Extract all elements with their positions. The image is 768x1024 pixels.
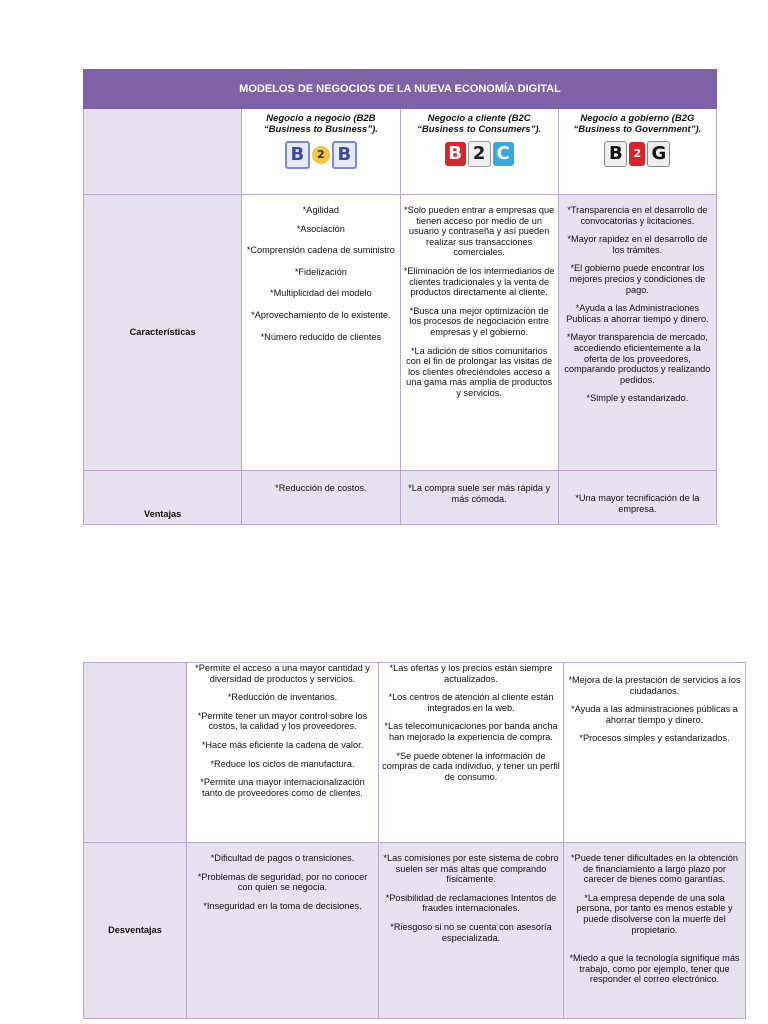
list-item: *Busca una mejor optimización de los procesos de negociación entre empresas y el gobierno. xyxy=(409,305,549,337)
list-item: *Los centros de atención al cliente están integrados en la web. xyxy=(388,692,554,713)
desventajas-b2b xyxy=(187,843,379,1019)
list-item: *La adición de sitios comunitarios con el fin de prolongar las visitas de los clientes ofreciéndoles acceso a una gama más amplia de productos y servicios. xyxy=(406,345,553,398)
list-item: *Multiplicidad del modelo xyxy=(270,288,372,299)
header-b2g-line1: Negocio a gobierno (B2G xyxy=(580,113,695,124)
list-item: *Procesos simples y estandarizados. xyxy=(579,733,730,744)
header-b2b xyxy=(242,109,400,195)
list-item: *Reduce los ciclos de manufactura. xyxy=(210,758,355,769)
list-item: *Hace más eficiente la cadena de valor. xyxy=(201,739,364,750)
b2c-logo-2: 2 xyxy=(468,141,491,167)
header-b2b-line2: “Business to Business”). xyxy=(263,124,378,135)
caracteristicas-b2c xyxy=(400,195,558,471)
list-item: *Ayuda a las administraciones públicas a ahorrar tiempo y dinero. xyxy=(571,704,738,725)
b2g-logo xyxy=(604,141,670,167)
b2g-logo-g: G xyxy=(647,141,670,167)
ventajas-cont-b2b xyxy=(187,663,379,843)
list-item: *Ayuda a las Administraciones Publicas a ahorrar tiempo y dinero. xyxy=(566,303,709,324)
list-item: *Dificultad de pagos o transiciones. xyxy=(210,853,355,863)
header-b2c xyxy=(400,109,558,195)
list-item: *Miedo a que la tecnología signifique más trabajo, como por ejemplo, tener que responder el correo electrónico. xyxy=(569,953,740,985)
business-models-table-continued xyxy=(83,662,746,1019)
business-models-table xyxy=(83,69,717,525)
list-item: *Permite tener un mayor control sobre los costos, la calidad y los proveedores. xyxy=(197,710,368,732)
list-item: *Permite una mayor internacionalización tanto de proveedores como de clientes. xyxy=(200,777,365,798)
header-b2g-line2: “Business to Government”). xyxy=(573,124,702,135)
list-item: *Transparencia en el desarrollo de convocatorias y licitaciones. xyxy=(567,205,708,226)
header-empty-cell xyxy=(84,109,242,195)
ventajas-b2c: *La compra suele ser más rápida y más cómoda. xyxy=(400,471,558,525)
header-b2c-line1: Negocio a cliente (B2C xyxy=(427,113,531,124)
b2c-logo-c: C xyxy=(493,142,514,166)
list-item: *Agilidad xyxy=(302,205,339,215)
list-item: *Comprensión cadena de suministro xyxy=(246,245,395,256)
header-b2b-line1: Negocio a negocio (B2B xyxy=(266,113,376,124)
caracteristicas-label: Características xyxy=(84,195,242,471)
list-item: *Problemas de seguridad, por no conocer con quien se negocia. xyxy=(197,871,368,893)
list-item: *Fidelización xyxy=(294,266,347,277)
list-item: *Solo pueden entrar a empresas que tienen acceso por medio de un usuario y contraseña y así pueden realizar sus transacciones comerciales. xyxy=(404,205,555,258)
header-b2c-line2: “Business to Consumers”). xyxy=(417,124,542,135)
b2b-logo-b2: B xyxy=(332,141,357,169)
b2g-logo-2: 2 xyxy=(629,142,645,166)
list-item: *Las ofertas y los precios están siempre actualizados. xyxy=(389,663,553,684)
list-item: *El gobierno puede encontrar los mejores precios y condiciones de pago. xyxy=(569,263,706,295)
b2b-logo xyxy=(285,141,357,169)
list-item: *Asociación xyxy=(296,223,345,234)
table-title: MODELOS DE NEGOCIOS DE LA NUEVA ECONOMÍA DIGITAL xyxy=(84,70,717,109)
desventajas-label: Desventajas xyxy=(84,843,187,1019)
b2g-logo-b: B xyxy=(604,141,627,167)
list-item: *Permite el acceso a una mayor cantidad y diversidad de productos y servicios. xyxy=(195,663,370,684)
desventajas-b2g xyxy=(564,843,746,1019)
ventajas-cont-label-cell xyxy=(84,663,187,843)
desventajas-b2c xyxy=(379,843,564,1019)
list-item: *Aprovechamiento de lo existente. xyxy=(251,309,391,320)
ventajas-b2b: *Reducción de costos. xyxy=(242,471,400,525)
list-item: *Las comisiones por este sistema de cobro suelen ser más altas que comprando físicamente. xyxy=(383,853,559,885)
list-item: *Reducción de inventarios. xyxy=(227,692,338,703)
header-b2g xyxy=(558,109,716,195)
ventajas-cont-b2c xyxy=(379,663,564,843)
b2c-logo xyxy=(445,141,514,167)
b2b-logo-2: 2 xyxy=(312,146,330,164)
list-item: *Eliminación de los intermediarios de clientes tradicionales y la venta de productos directamente al cliente. xyxy=(403,265,555,298)
list-item: *Se puede obtener la información de compras de cada individuo, y tener un perfil de consumo. xyxy=(382,750,560,782)
ventajas-label: Ventajas xyxy=(84,471,242,525)
list-item: *La empresa depende de una sola persona, por tanto es menos estable y puede disolverse con la muerte del propietario. xyxy=(576,892,733,935)
ventajas-b2g: *Una mayor tecnificación de la empresa. xyxy=(558,471,716,525)
b2b-logo-b1: B xyxy=(285,141,310,169)
list-item: *Puede tener dificultades en la obtención de financiamiento a largo plazo por carecer de bienes como garantías. xyxy=(570,853,739,885)
list-item: *Mayor rapidez en el desarrollo de los trámites. xyxy=(567,234,708,255)
list-item: *Mejora de la prestación de servicios a los ciudadanos. xyxy=(568,675,741,696)
b2c-logo-b: B xyxy=(445,142,466,166)
ventajas-cont-b2g xyxy=(564,663,746,843)
list-item: *Inseguridad en la toma de decisiones. xyxy=(203,900,362,911)
list-item: *Las telecomunicaciones por banda ancha han mejorado la experiencia de compra. xyxy=(384,721,558,742)
list-item: *Riesgoso si no se cuenta con asesoría especializada. xyxy=(390,921,552,943)
caracteristicas-b2g xyxy=(558,195,716,471)
list-item: *Posibilidad de reclamaciones Intentos de fraudes internacionales. xyxy=(385,892,557,914)
list-item: *Simple y estandarizado. xyxy=(586,393,689,404)
caracteristicas-b2b xyxy=(242,195,400,471)
list-item: *Número reducido de clientes xyxy=(260,331,382,342)
list-item: *Mayor transparencia de mercado, accediendo eficientemente a la oferta de los proveedores, comparando productos y realizando pedidos. xyxy=(564,332,711,385)
